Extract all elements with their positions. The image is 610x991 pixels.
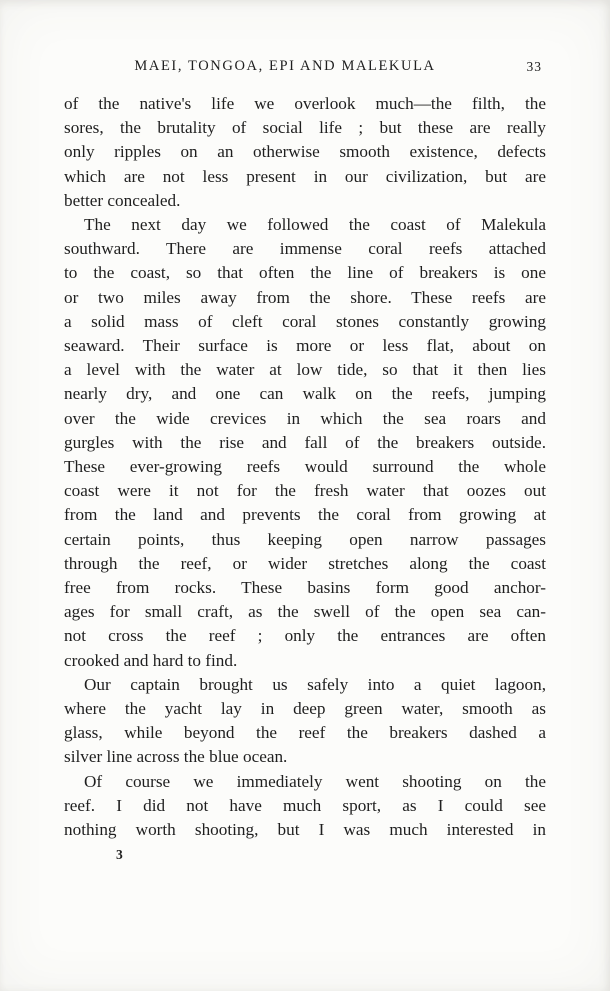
body-line: of the native's life we overlook much—the filth, the — [64, 94, 546, 113]
body-line: where the yacht lay in deep green water, smooth as — [64, 699, 546, 719]
body-line: Of course we immediately went shooting on the — [84, 771, 546, 791]
body-line: nearly dry, and one can walk on the reefs, jumping — [64, 384, 546, 404]
body-line: a solid mass of cleft coral stones constantly growing — [64, 311, 546, 331]
body-line: better concealed. — [64, 190, 181, 210]
body-line: through the reef, or wider stretches along the coast — [64, 553, 546, 573]
body-line: seaward. Their surface is more or less flat, about on — [64, 336, 546, 356]
body-line: free from rocks. These basins form good anchor- — [64, 578, 546, 598]
body-line: over the wide crevices in which the sea roars and — [64, 408, 546, 428]
body-line: certain points, thus keeping open narrow passages — [64, 529, 546, 549]
body-line: not cross the reef ; only the entrances are often — [64, 626, 546, 646]
body-line: nothing worth shooting, but I was much interested in — [64, 820, 546, 840]
page-number: 33 — [526, 59, 542, 74]
body-line: a level with the water at low tide, so that it then lies — [64, 360, 546, 380]
body-line: reef. I did not have much sport, as I could see — [64, 795, 546, 815]
body-line: southward. There are immense coral reefs attached — [64, 239, 546, 259]
body-line: crooked and hard to find. — [64, 650, 238, 670]
body-line: only ripples on an otherwise smooth existence, defects — [64, 142, 546, 162]
body-line: silver line across the blue ocean. — [64, 747, 288, 767]
body-line: The next day we followed the coast of Malekula — [84, 215, 546, 235]
signature-mark: 3 — [116, 847, 124, 863]
body-line: ages for small craft, as the swell of the open sea can- — [64, 602, 546, 622]
running-title: MAEI, TONGOA, EPI AND MALEKULA — [134, 58, 436, 74]
body-line: which are not less present in our civilization, but are — [64, 166, 546, 186]
body-line: or two miles away from the shore. These reefs are — [64, 287, 546, 307]
running-header — [64, 58, 546, 75]
body-line: These ever-growing reefs would surround the whole — [64, 457, 546, 477]
body-line: gurgles with the rise and fall of the breakers outside. — [64, 432, 546, 452]
body-line: from the land and prevents the coral from growing at — [64, 505, 546, 525]
body-line: coast were it not for the fresh water that oozes out — [64, 481, 546, 501]
body-line: sores, the brutality of social life ; but these are really — [64, 118, 546, 138]
body-line: Our captain brought us safely into a quiet lagoon, — [84, 674, 546, 694]
body-line: glass, while beyond the reef the breakers dashed a — [64, 723, 546, 743]
body-line: to the coast, so that often the line of breakers is one — [64, 263, 546, 283]
body-text — [64, 92, 546, 868]
